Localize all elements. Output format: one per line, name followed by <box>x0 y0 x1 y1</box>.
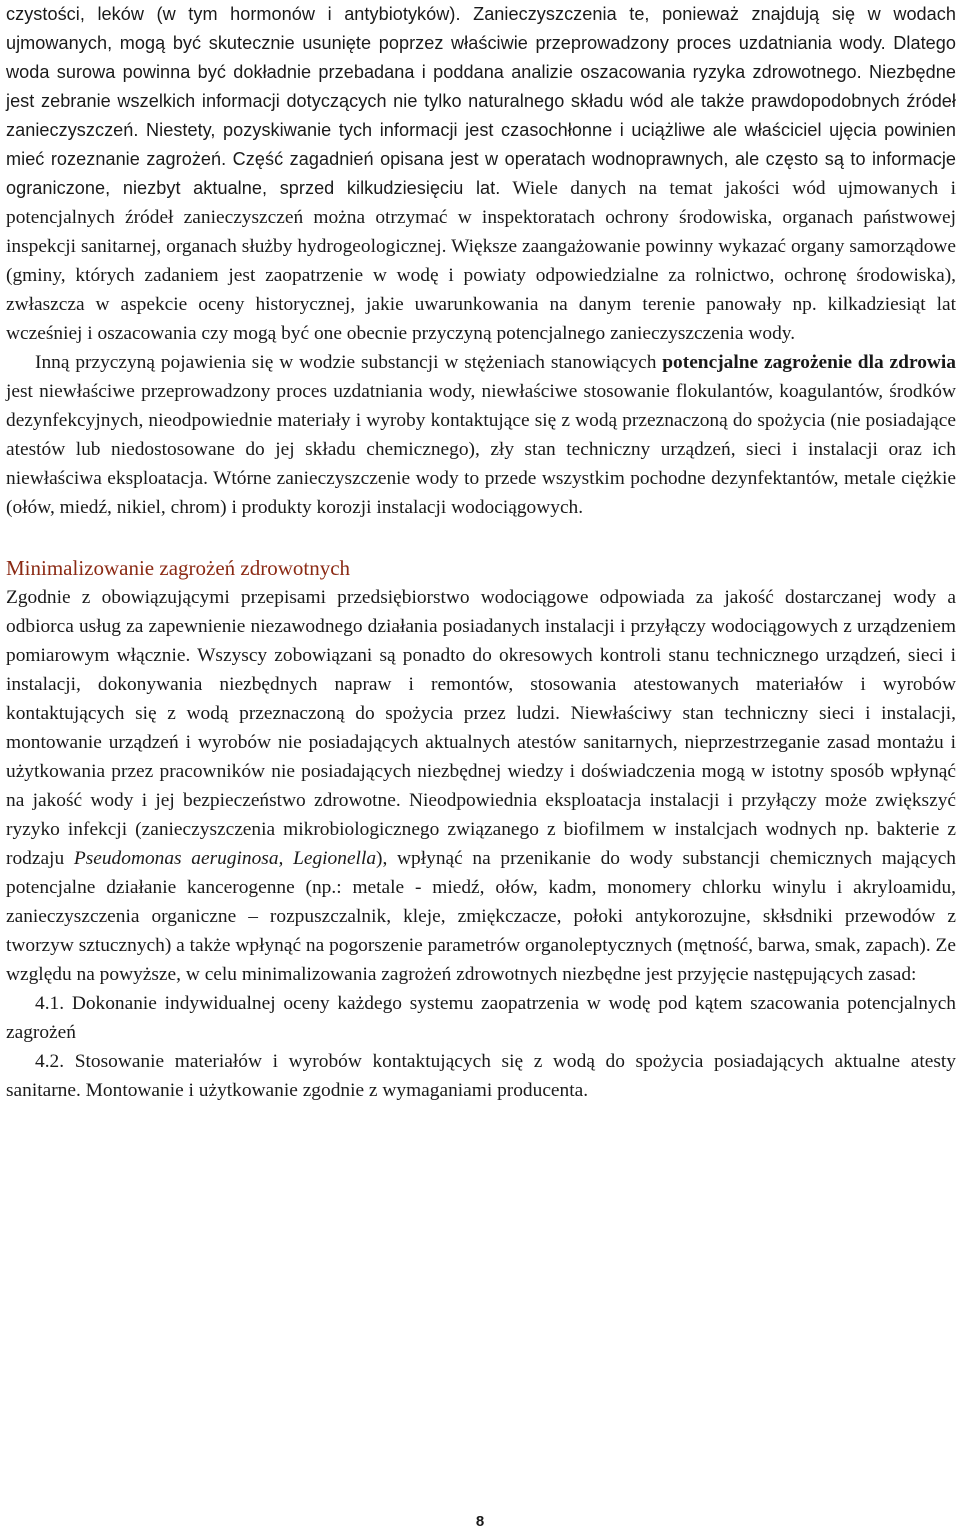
list-item-4-1: 4.1. Dokonanie indywidualnej oceny każdego systemu zaopatrzenia w wodę pod kątem szacowania potencjalnych zagrożeń <box>6 993 956 1043</box>
paragraph-minimizing-risks <box>6 583 956 989</box>
paragraph-water-contaminants <box>6 0 956 348</box>
paragraph-1-serif-text: Wiele danych na temat jakości wód ujmowanych i potencjalnych źródeł zanieczyszczeń można otrzymać w inspektoratach ochrony środowiska, organach państwowej inspekcji sanitarnej, organach służby hydrogeologicznej. Większe zaangażowanie powinny wykazać organy samorządowe (gminy, których zadaniem jest zaopatrzenie w wodę i powiaty odpowiedzialne za rolnictwo, ochronę środowiska), zwłaszcza w aspekcie oceny historycznej, jakie uwarunkowania na danym terenie panowały np. kilkadziesiąt lat wcześniej i oszacowania czy mogą być one obecnie przyczyną potencjalnego zanieczyszczenia wody. <box>6 178 956 344</box>
page-number: 8 <box>475 1513 485 1530</box>
paragraph-treatment-issues <box>6 348 956 522</box>
paragraph-3-main: Zgodnie z obowiązującymi przepisami przedsiębiorstwo wodociągowe odpowiada za jakość dostarczanej wody a odbiorca usług za zapewnienie niezawodnego działania posiadanych instalacji i przyłączy wodociągowych z urządzeniem pomiarowym włącznie. Wszyscy zobowiązani są ponadto do okresowych kontroli stanu technicznego urządzeń, sieci i instalacji, dokonywania niezbędnych napraw i remontów, stosowania atestowanych materiałów i wyrobów kontaktujących się z wodą przeznaczoną do spożycia przez ludzi. Niewłaściwy stan techniczny sieci i instalacji, montowanie urządzeń i wyrobów nie posiadających aktualnych atestów sanitarnych, nieprzestrzeganie zasad montażu i użytkowania przez pracowników nie posiadających niezbędnej wiedzy i doświadczenia mogą w istotny sposób wpłynąć na jakość wody i jej bezpieczeństwo zdrowotne. Nieodpowiednia eksploatacja instalacji i przyłączy może zwiększyć ryzyko infekcji (zanieczyszczenia mikrobiologicznego związanego z biofilmem w instalcjach wodnych np. bakterie z rodzaju <box>6 587 956 869</box>
paragraph-1-sans-text: czystości, leków (w tym hormonów i antybiotyków). Zanieczyszczenia te, ponieważ znajdują się w wodach ujmowanych, mogą być skutecznie usunięte poprzez właściwie przeprowadzony proces uzdatniania wody. Dlatego woda surowa powinna być dokładnie przebadana i poddana analizie oszacowania ryzyka zdrowotnego. Niezbędne jest zebranie wszelkich informacji dotyczących nie tylko naturalnego składu wód ale także prawdopodobnych źródeł zanieczyszczeń. Niestety, pozyskiwanie tych informacji jest czasochłonne i uciążliwe ale właściciel ujęcia powinien mieć rozeznanie zagrożeń. Część zagadnień opisana jest w operatach wodnoprawnych, ale często są to informacje ograniczone, niezbyt aktualne, sprzed kilkudziesięciu lat. <box>6 4 956 198</box>
section-heading: Minimalizowanie zagrożeń zdrowotnych <box>6 556 351 580</box>
document-page <box>6 0 956 1105</box>
paragraph-2-rest: jest niewłaściwe przeprowadzony proces uzdatniania wody, niewłaściwe stosowanie flokulantów, koagulantów, środków dezynfekcyjnych, nieodpowiednie materiały i wyroby kontaktujące się z wodą przeznaczoną do spożycia (nie posiadające atestów lub niedostosowane do jej składu chemicznego), zły stan techniczny urządzeń, sieci i instalacji oraz ich niewłaściwa eksploatacja. Wtórne zanieczyszczenie wody to przede wszystkim pochodne dezynfektantów, metale ciężkie (ołów, miedź, nikiel, chrom) i produkty korozji instalacji wodociągowych. <box>6 381 956 518</box>
paragraph-3-bacteria-names: Pseudomonas aeruginosa, Legionella <box>73 848 377 869</box>
paragraph-2-intro: Inną przyczyną pojawienia się w wodzie substancji w stężeniach stanowiących <box>35 352 663 373</box>
paragraph-2-bold-phrase: potencjalne zagrożenie dla zdrowia <box>662 352 956 373</box>
list-item-4-2: 4.2. Stosowanie materiałów i wyrobów kontaktujących się z wodą do spożycia posiadających aktualne atesty sanitarne. Montowanie i użytkowanie zgodnie z wymaganiami producenta. <box>6 1051 956 1101</box>
paragraph-3-rest: ), wpłynąć na przenikanie do wody substancji chemicznych mających potencjalne działanie kancerogenne (np.: metale - miedź, ołów, kadm, monomery chlorku winylu i akryloamidu, zanieczyszczenia organiczne – rozpuszczalnik, kleje, zmiękczacze, połoki antykorozujne, skłsdniki przewodów z tworzyw sztucznych) a także wpłynąć na pogorszenie parametrów organoleptycznych (mętność, barwa, smak, zapach). Ze względu na powyższe, w celu minimalizowania zagrożeń zdrowotnych niezbędne jest przyjęcie następujących zasad: <box>6 848 956 985</box>
